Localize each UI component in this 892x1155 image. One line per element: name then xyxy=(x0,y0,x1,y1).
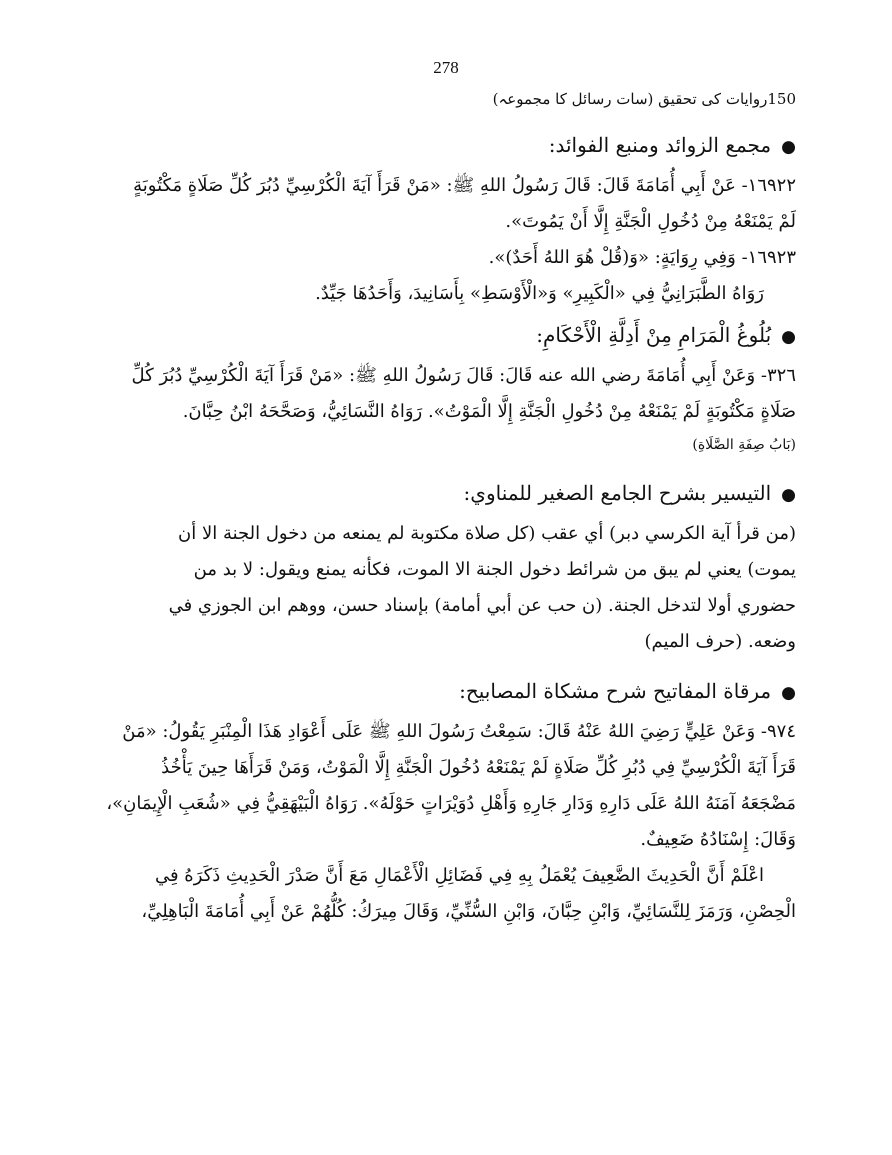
narration-note xyxy=(100,276,796,312)
hadith-paragraph xyxy=(100,168,796,240)
section-title: بُلُوغُ الْمَرَامِ مِنْ أَدِلَّةِ الْأَحْكَامِ: xyxy=(536,323,772,347)
text-line: ١٦٩٢٣- وَفِي رِوَايَةٍ: «وَ(قُلْ هُوَ اللهُ أَحَدٌ)». xyxy=(488,247,796,268)
text-line: (من قرأ آية الكرسي دبر) أي عقب (كل صلاة مكتوبة لم يمنعه من دخول الجنة الا أن xyxy=(178,523,796,544)
bullet-icon: ● xyxy=(781,327,796,347)
text-line: رَوَاهُ الطَّبَرَانِيُّ فِي «الْكَبِيرِ» وَ«الْأَوْسَطِ» بِأَسَانِيدَ، وَأَحَدُهَا جَيِّدٌ. xyxy=(315,283,764,304)
page-number: 278 xyxy=(433,58,459,77)
text-line: ٩٧٤- وَعَنْ عَلِيٍّ رَضِيَ اللهُ عَنْهُ قَالَ: سَمِعْتُ رَسُولَ اللهِ ﷺ عَلَى أَعْوَادِ هَذَا الْمِنْبَرِ يَقُولُ: «مَنْ xyxy=(122,721,796,742)
section-title: مرقاة المفاتيح شرح مشكاة المصابيح: xyxy=(459,679,772,703)
hadith-paragraph xyxy=(100,240,796,276)
section-heading-bulugh xyxy=(100,320,796,352)
text-line: قَرَأَ آيَةَ الْكُرْسِيِّ فِي دُبُرِ كُلِّ صَلَاةٍ لَمْ يَمْنَعْهُ دُخُولَ الْجَنَّةِ إِلَّا الْمَوْتُ، وَمَنْ قَرَأَهَا حِينَ يَأْخُذُ xyxy=(161,757,796,778)
bullet-icon: ● xyxy=(781,683,796,703)
text-line: يموت) يعني لم يبق من شرائط دخول الجنة الا الموت، فكأنه يمنع ويقول: لا بد من xyxy=(193,559,796,580)
text-line: اعْلَمْ أَنَّ الْحَدِيثَ الضَّعِيفَ يُعْمَلُ بِهِ فِي فَضَائِلِ الْأَعْمَالِ مَعَ أَنَّ صَدْرَ الْحَدِيثِ ذَكَرَهُ فِي xyxy=(154,865,764,886)
section-title: مجمع الزوائد ومنبع الفوائد: xyxy=(548,133,772,157)
commentary-paragraph xyxy=(100,858,796,894)
text-line: مَضْجَعَهُ آمَنَهُ اللهُ عَلَى دَارِهِ وَدَارِ جَارِهِ وَأَهْلِ دُوَيْرَاتٍ حَوْلَهُ». رَوَاهُ الْبَيْهَقِيُّ فِي «شُعَبِ الْإِيمَانِ»، xyxy=(106,793,796,814)
text-line: صَلَاةٍ مَكْتُوبَةٍ لَمْ يَمْنَعْهُ مِنْ دُخُولِ الْجَنَّةِ إِلَّا الْمَوْتُ». رَوَاهُ النَّسَائِيُّ، وَصَحَّحَهُ ابْنُ حِبَّانَ. xyxy=(182,401,796,422)
bullet-icon: ● xyxy=(781,137,796,157)
text-line: ٣٢٦- وَعَنْ أَبِي أُمَامَةَ رضي الله عنه قَالَ: قَالَ رَسُولُ اللهِ ﷺ: «مَنْ قَرَأَ آيَةَ الْكُرْسِيِّ دُبُرَ كُلِّ xyxy=(131,365,796,386)
hadith-paragraph xyxy=(100,358,796,430)
section-heading-majma xyxy=(100,130,796,162)
page-body xyxy=(100,122,796,930)
text-line: وَقَالَ: إِسْنَادُهُ ضَعِيفٌ. xyxy=(640,829,796,850)
section-title: التيسير بشرح الجامع الصغير للمناوي: xyxy=(463,481,772,505)
chapter-reference: (بَابُ صِفَةِ الصَّلَاةِ) xyxy=(692,437,796,453)
text-line: حضوري أولا لتدخل الجنة. (ن حب عن أبي أمامة) بإسناد حسن، ووهم ابن الجوزي في xyxy=(168,595,796,616)
section-heading-taysir xyxy=(100,478,796,510)
commentary-continuation xyxy=(100,894,796,930)
section-heading-mirqat xyxy=(100,676,796,708)
text-line: الْحِصْنِ، وَرَمَزَ لِلنَّسَائِيِّ، وَابْنِ حِبَّانَ، وَابْنِ السُّنِّيِّ، وَقَالَ مِيرَكُ: كُلُّهُمْ عَنْ أَبِي أُمَامَةَ الْبَاهِلِيِّ، xyxy=(141,901,796,922)
commentary-paragraph xyxy=(100,516,796,660)
text-line: وضعه. (حرف الميم) xyxy=(644,631,796,652)
running-header: 150روایات کی تحقیق (سات رسائل کا مجموعہ) xyxy=(492,90,796,108)
text-line: ١٦٩٢٢- عَنْ أَبِي أُمَامَةَ قَالَ: قَالَ رَسُولُ اللهِ ﷺ: «مَنْ قَرَأَ آيَةَ الْكُرْسِيِّ دُبُرَ كُلِّ صَلَاةٍ مَكْتُوبَةٍ xyxy=(133,175,796,196)
hadith-paragraph xyxy=(100,714,796,858)
text-line: لَمْ يَمْنَعْهُ مِنْ دُخُولِ الْجَنَّةِ إِلَّا أَنْ يَمُوتَ». xyxy=(505,211,796,232)
bullet-icon: ● xyxy=(781,485,796,505)
